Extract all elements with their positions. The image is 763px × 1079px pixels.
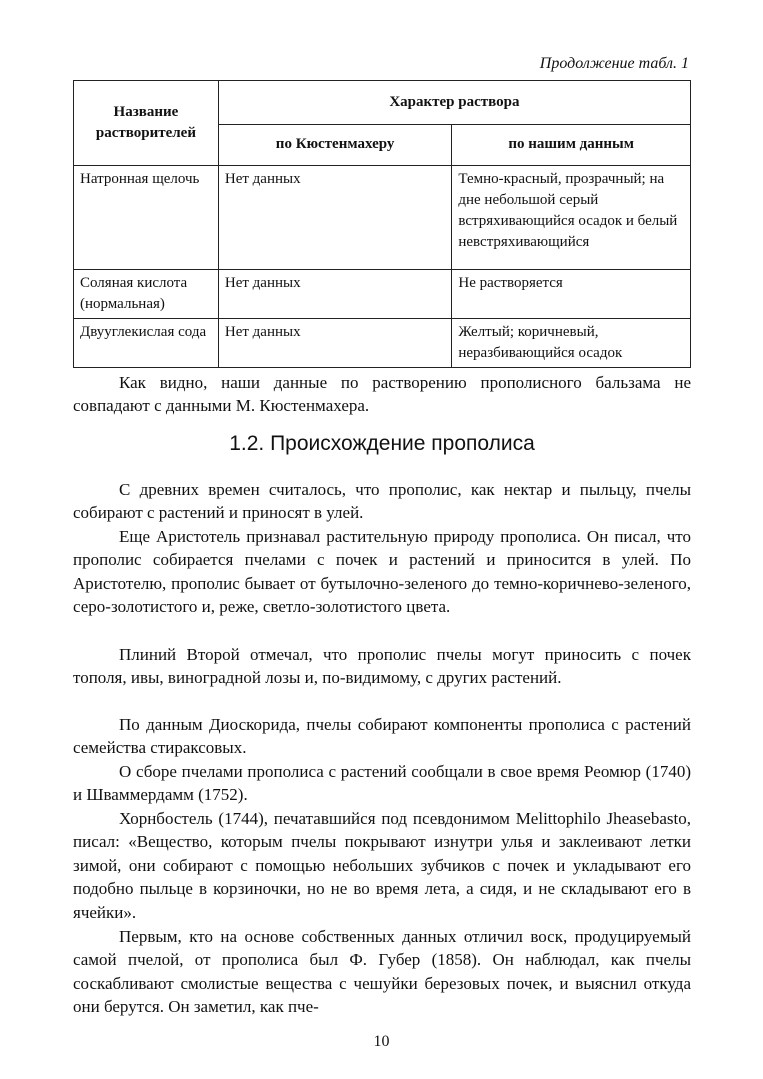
paragraph-pliny: Плиний Второй отмечал, что прополис пчелы могут приносить с почек тополя, ивы, виноградной лозы и, по-видимому, с других растений.	[73, 645, 691, 688]
cell-solvent-name: Соляная кислота (нормальная)	[74, 270, 219, 319]
paragraph-ancient-belief: С древних времен считалось, что прополис, как нектар и пыльцу, пчелы собирают с растений и приносят в улей.	[73, 480, 691, 523]
cell-our-data: Темно-красный, прозрачный; на дне небольшой серый встряхивающийся осадок и белый невстряхивающийся	[452, 166, 691, 270]
column-header-kustenmacher: по Кюстенмахеру	[218, 124, 452, 166]
paragraph-aristotle: Еще Аристотель признавал растительную природу прополиса. Он писал, что прополис собирается пчелами с почек и растений и приносится в улей. По Аристотелю, прополис бывает от бутылочно-зеленого до темно-коричнево-зеленого, серо-золотистого и, реже, светло-золотистого цвета.	[73, 527, 691, 617]
cell-kustenmacher: Нет данных	[218, 166, 452, 270]
paragraph-huber: Первым, кто на основе собственных данных отличил воск, продуцируемый самой пчелой, от прополиса был Ф. Губер (1858). Он наблюдал, как пчелы соскабливают смолистые вещества с чешуйки березовых почек, и выяснил откуда они берутся. Он заметил, как пче-	[73, 927, 691, 1017]
column-header-solvent-name: Название растворителей	[74, 81, 219, 166]
cell-our-data: Желтый; коричневый, неразбивающийся осадок	[452, 319, 691, 368]
cell-our-data: Не растворяется	[452, 270, 691, 319]
page-number: 10	[373, 1033, 390, 1050]
column-header-our-data: по нашим данным	[452, 124, 691, 166]
cell-solvent-name: Двууглекислая сода	[74, 319, 219, 368]
cell-kustenmacher: Нет данных	[218, 270, 452, 319]
table-row	[74, 166, 691, 270]
section-title: 1.2. Происхождение прополиса	[229, 432, 535, 455]
table-row	[74, 319, 691, 368]
paragraph-dioscorides: По данным Диоскорида, пчелы собирают компоненты прополиса с растений семейства стираксовых.	[73, 715, 691, 758]
paragraph-hornbostel: Хорнбостель (1744), печатавшийся под псевдонимом Melittophilo Jheasebasto, писал: «Вещество, которым пчелы покрывают изнутри улья и заклеивают летки зимой, они собирают с помощью небольших зубчиков с почек и укладывают его подобно пыльце в корзиночки, но не во время лета, а сидя, и не складывают его в ячейки».	[73, 809, 691, 922]
column-header-solution-character: Характер раствора	[218, 81, 690, 125]
intro-paragraph: Как видно, наши данные по растворению прополисного бальзама не совпадают с данными М. Кюстенмахера.	[73, 373, 691, 416]
cell-kustenmacher: Нет данных	[218, 319, 452, 368]
solvents-table	[73, 80, 691, 368]
paragraph-reaumur: О сборе пчелами прополиса с растений сообщали в свое время Реомюр (1740) и Шваммердамм (1752).	[73, 762, 691, 805]
table-row	[74, 270, 691, 319]
table-continuation-label: Продолжение табл. 1	[539, 55, 689, 72]
cell-solvent-name: Натронная щелочь	[74, 166, 219, 270]
